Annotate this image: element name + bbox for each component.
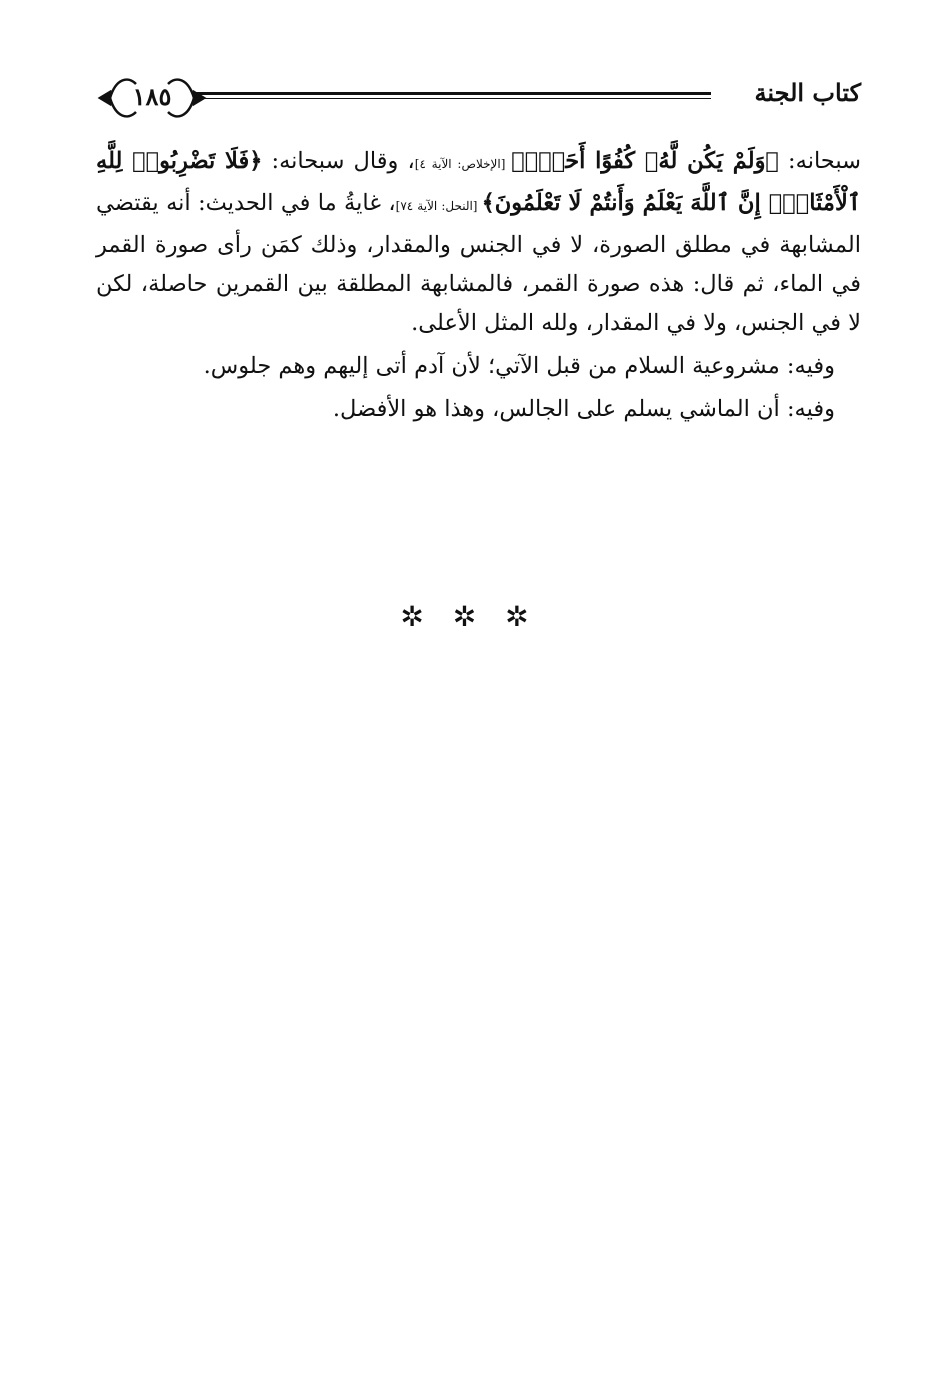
quran-verse: ﴿وَلَمْ يَكُن لَّهُۥ كُفُوًا أَحَدٌۢ﴾	[511, 148, 779, 174]
paragraph: وفيه: مشروعية السلام من قبل الآتي؛ لأن آدم أتى إليهم وهم جلوس.	[203, 353, 835, 379]
page-body	[96, 142, 861, 429]
paragraph: وفيه: أن الماشي يسلم على الجالس، وهذا هو الأفضل.	[332, 396, 835, 422]
section-separator: ✲ ✲ ✲	[400, 600, 539, 633]
verse-reference: [النحل: الآية ٧٤]	[395, 199, 482, 213]
verse-reference: [الإخلاص: الآية ٤]	[414, 157, 512, 171]
page-number: ١٨٥	[132, 82, 172, 111]
quran-verse: ﴿فَلَا تَضْرِبُوا۟ لِلَّهِ ٱلْأَمْثَالَۚ إِنَّ ٱللَّهَ يَعْلَمُ وَأَنتُمْ لَا تَعْلَمُونَ﴾	[96, 148, 861, 216]
text-run: سبحانه:	[778, 148, 861, 174]
paragraph	[96, 142, 861, 343]
running-title: كتاب الجنة	[754, 78, 861, 107]
text-run: ، غايةُ ما في الحديث: أنه يقتضي المشابهة في مطلق الصورة، لا في الجنس والمقدار، وذلك كمَن رأى صورة القمر في الماء، ثم قال: هذه صورة القمر، فالمشابهة المطلقة بين القمرين حاصلة، لكن لا في الجنس، ولا في المقدار، ولله المثل الأعلى.	[96, 190, 861, 336]
header-rule	[196, 92, 711, 99]
page-header	[96, 70, 861, 126]
text-run: ، وقال سبحانه:	[262, 148, 415, 174]
